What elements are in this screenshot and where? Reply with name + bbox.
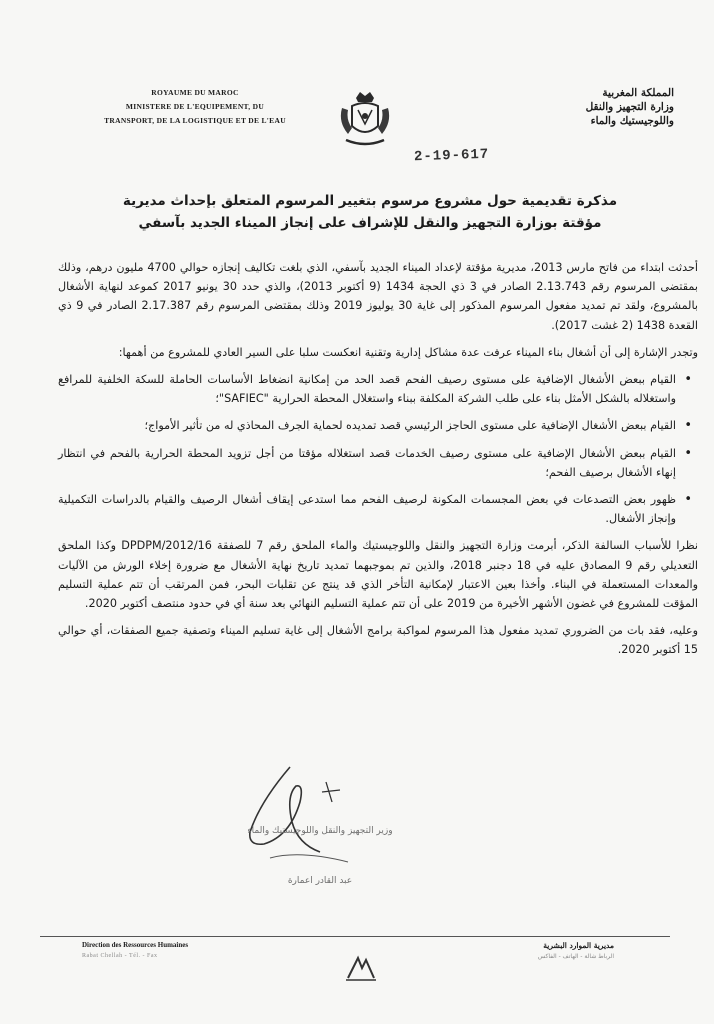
footer-fr-sub: Rabat Chellah - Tél. - Fax bbox=[82, 953, 158, 959]
title-line2: مؤقتة بوزارة التجهيز والنقل للإشراف على إنجاز الميناء الجديد بآسفي bbox=[138, 215, 602, 231]
header-french bbox=[70, 86, 320, 128]
paragraph-1: أحدثت ابتداء من فاتح مارس 2013، مديرية مؤقتة لإعداد الميناء الجديد بآسفي، الذي بلغت تكاليف إنجازه حوالي 4700 مليون درهم، وذلك بمقتضى المرسوم رقم 2.13.743 الصادر في 3 ذي الحجة 1434 (9 أكتوبر 2013)، والذي حدد 30 يونيو 2017 كموعد لنهاية الأشغال بالمشروع، ولقد تم تمديد مفعول المرسوم المذكور إلى غاية 30 يوليوز 2019 وذلك بمقتضى المرسوم رقم 2.17.387 الصادر في 9 ذي القعدة 1438 (2 غشت 2017). bbox=[58, 261, 698, 332]
header-ar-line2: وزارة التجهيز والنقل bbox=[585, 101, 674, 113]
ministry-logo-icon bbox=[344, 950, 378, 984]
issues-list bbox=[58, 370, 698, 528]
footer-divider bbox=[40, 936, 670, 937]
royal-coat-of-arms-icon bbox=[334, 88, 396, 152]
header-fr-line3: TRANSPORT, DE LA LOGISTIQUE ET DE L'EAU bbox=[104, 116, 286, 125]
title-line1: مذكرة تقديمية حول مشروع مرسوم بتغيير المرسوم المتعلق بإحداث مديرية bbox=[122, 193, 618, 209]
header-ar-line3: واللوجيستيك والماء bbox=[590, 115, 674, 127]
paragraph-4: وعليه، فقد بات من الضروري تمديد مفعول هذا المرسوم لمواكبة برامج الأشغال إلى غاية تسليم الميناء وتصفية جميع الصفقات، أي حوالي 15 أكتوبر 2020. bbox=[58, 624, 698, 657]
signatory-title: وزير التجهيز والنقل واللوجيستيك والماء bbox=[247, 826, 393, 836]
header-fr-line1: ROYAUME DU MAROC bbox=[151, 88, 239, 97]
list-item: • القيام ببعض الأشغال الإضافية على مستوى الحاجز الرئيسي قصد تمديده لحماية الجرف المحاذي له من تأثير الأمواج؛ bbox=[58, 416, 676, 435]
handwritten-signature bbox=[230, 762, 370, 872]
reference-number-stamp: 2-19-617 bbox=[413, 146, 490, 166]
header-fr-line2: MINISTERE DE L'EQUIPEMENT, DU bbox=[125, 102, 265, 111]
document-body bbox=[58, 258, 698, 668]
footer-french bbox=[82, 940, 252, 962]
paragraph-2: وتجدر الإشارة إلى أن أشغال بناء الميناء عرفت عدة مشاكل إدارية وتقنية انعكست سلبا على السير العادي للمشروع من أهمها: bbox=[118, 345, 698, 359]
list-item: • القيام ببعض الأشغال الإضافية على مستوى رصيف الفحم قصد الحد من إمكانية انضغاط الأساسات الحاملة للسكة الخلفية للمرافع واستغلاله بالشكل الأمثل بناء على طلب الشركة المكلفة ببناء واستغلال المحطة الحرارية "SAFIEC"؛ bbox=[58, 370, 676, 408]
header-arabic bbox=[524, 86, 674, 128]
footer-fr-title: Direction des Ressources Humaines bbox=[82, 941, 189, 949]
paragraph-3: نظرا للأسباب السالفة الذكر، أبرمت وزارة التجهيز والنقل واللوجيستيك والماء الملحق رقم 7 للصفقة DPDPM/2012/16 وكذا الملحق التعديلي رقم 9 المصادق عليه في 18 دجنبر 2018، والذين تم بموجبهما تمديد تاريخ نهاية الأشغال مع ضرورة إخلاء الورش من الآليات والمعدات المستعملة في البناء. وأخذا بعين الاعتبار لإمكانية التأخر الذي قد ينتج عن تقلبات البحر، فمن المرتقب أن تتم عملية التسليم المؤقت للمشروع في غضون الأشهر الأخيرة من 2019 على أن تتم عملية التسليم النهائي بعد سنة أي في حدود منتصف أكتوبر 2020. bbox=[58, 539, 698, 611]
footer-ar-sub: الرباط شالة - الهاتف - الفاكس bbox=[537, 953, 614, 960]
list-item: • ظهور بعض التصدعات في بعض المجسمات المكونة لرصيف الفحم مما استدعى إيقاف أشغال الرصيف والقيام بالدراسات التكميلية وإنجاز الأشغال. bbox=[58, 490, 676, 528]
document-title bbox=[120, 190, 620, 234]
footer-arabic bbox=[464, 940, 614, 962]
signatory-name: عبد القادر اعمارة bbox=[287, 876, 353, 886]
header-ar-line1: المملكة المغربية bbox=[602, 87, 674, 99]
footer-ar-title: مديرية الموارد البشرية bbox=[543, 941, 614, 950]
list-item: • القيام ببعض الأشغال الإضافية على مستوى رصيف الخدمات قصد استغلاله مؤقتا من أجل تزويد المحطة الحرارية بالفحم في انتظار إنهاء الأشغال برصيف الفحم؛ bbox=[58, 444, 676, 482]
